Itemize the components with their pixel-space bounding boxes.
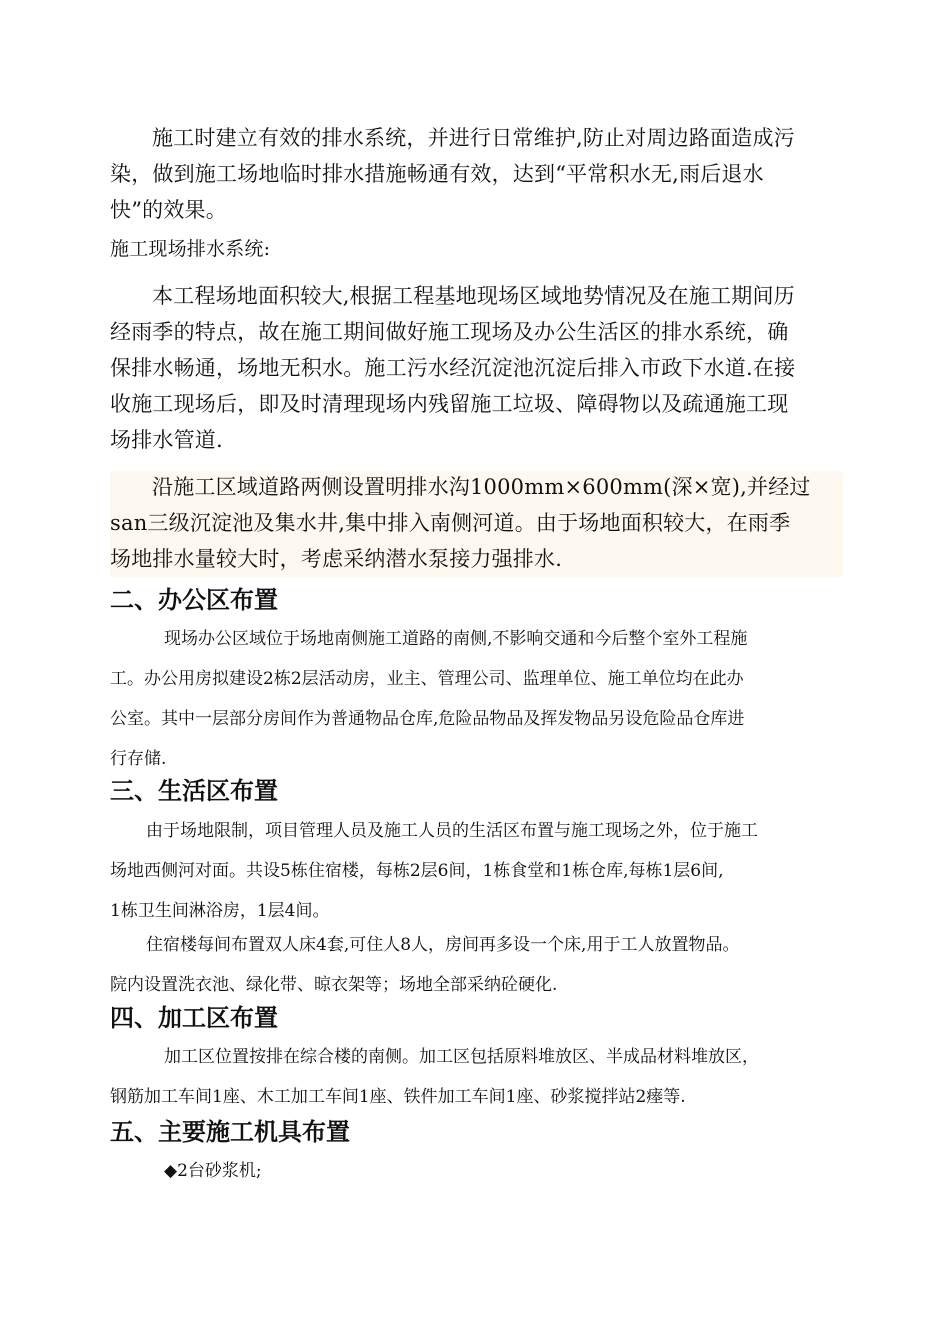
drainage-paragraph-2 [110,469,850,577]
processing-paragraph [110,1037,850,1117]
drainage-p1-line-4: 收施工现场后，即及时清理现场内残留施工垃圾、障碍物以及疏通施工现 [110,392,789,416]
drainage-p1-line-2: 经雨季的特点，故在施工期间做好施工现场及办公生活区的排水系统，确 [110,320,789,344]
processing-line-1: 加工区位置按排在综合楼的南侧。加工区包括原料堆放区、半成品材料堆放区， [164,1047,759,1067]
office-paragraph [110,619,850,779]
intro-line-1: 施工时建立有效的排水系统，并进行日常维护,防止对周边路面造成污 [152,126,795,150]
office-line-3: 公室。其中一层部分房间作为普通物品仓库,危险品物品及挥发物品另设危险品仓库进 [110,709,745,729]
drainage-p1-line-5: 场排水管道. [110,428,223,452]
machinery-list [110,1151,850,1191]
living-p1-line-1: 由于场地限制，项目管理人员及施工人员的生活区布置与施工现场之外，位于施工 [146,821,758,841]
intro-line-2: 染，做到施工场地临时排水措施畅通有效，达到“平常积水无,雨后退水 [110,162,764,186]
office-line-4: 行存储. [110,749,167,769]
living-paragraph-2 [110,925,850,1005]
drainage-title [110,231,850,267]
living-paragraph-1 [110,811,850,931]
living-p2-line-1: 住宿楼每间布置双人床4套,可住人8人，房间再多设一个床,用于工人放置物品。 [146,935,740,955]
machinery-item: ◆2台砂浆机; [164,1161,262,1181]
intro-paragraph [110,120,850,228]
living-heading: 三、生活区布置 [110,777,278,805]
living-p2-line-2: 院内设置洗衣池、绿化带、晾衣架等；场地全部采纳砼硬化. [110,975,558,995]
processing-line-2: 钢筋加工车间1座、木工加工车间1座、铁件加工车间1座、砂浆搅拌站2瘗等. [110,1087,686,1107]
drainage-p1-line-1: 本工程场地面积较大,根据工程基地现场区域地势情况及在施工期间历 [152,284,795,308]
drainage-p2-line-3: 场地排水量较大时，考虑采纳潜水泵接力强排水. [110,547,563,571]
office-line-1: 现场办公区域位于场地南侧施工道路的南侧,不影响交通和今后整个室外工程施 [164,629,748,649]
drainage-p1-line-3: 保排水畅通，场地无积水。施工污水经沉淀池沉淀后排入市政下水道.在接 [110,356,796,380]
office-line-2: 工。办公用房拟建设2栋2层活动房，业主、管理公司、监理单位、施工单位均在此办 [110,669,744,689]
drainage-p2-line-2: san三级沉淀池及集水井,集中排入南侧河道。由于场地面积较大，在雨季 [110,511,791,535]
living-p1-line-3: 1栋卫生间淋浴房，1层4间。 [110,901,330,921]
office-heading: 二、办公区布置 [110,586,278,614]
machinery-heading: 五、主要施工机具布置 [110,1118,350,1146]
intro-line-3: 快”的效果。 [110,198,227,222]
processing-heading: 四、加工区布置 [110,1004,278,1032]
drainage-p2-line-1: 沿施工区域道路两侧设置明排水沟1000mm×600mm(深×宽),并经过 [152,475,811,499]
drainage-paragraph-1 [110,278,850,458]
drainage-title-text: 施工现场排水系统: [110,238,271,260]
living-p1-line-2: 场地西侧河对面。共设5栋住宿楼，每栋2层6间，1栋食堂和1栋仓库,每栋1层6间, [110,861,724,881]
